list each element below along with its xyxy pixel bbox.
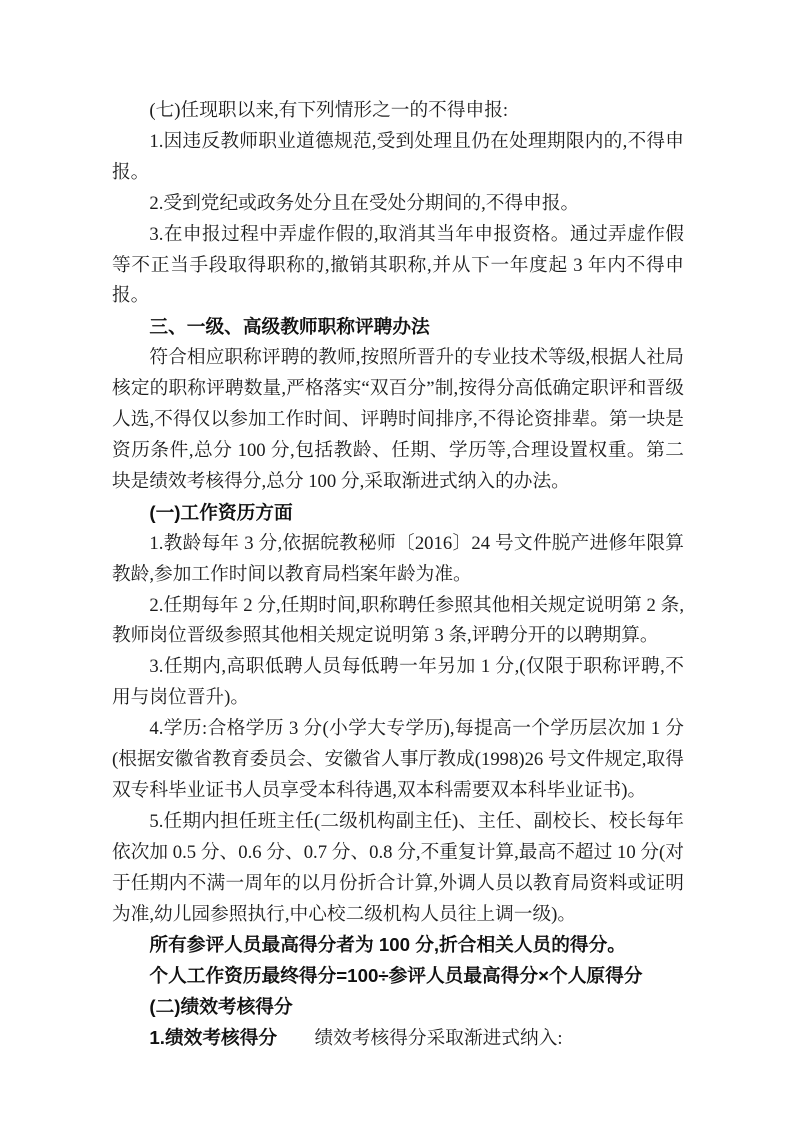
subsection-2-item-1 bbox=[112, 1023, 684, 1055]
text-run: 1.因违反教师职业道德规范,受到处理且仍在处理期限内的,不得申报。 bbox=[112, 130, 684, 183]
text-run: 2.任期每年 2 分,任期时间,职称聘任参照其他相关规定说明第 2 条,教师岗位晋级参照其他相关规定说明第 3 条,评聘分开的以聘期算。 bbox=[112, 594, 684, 647]
text-run: (七)任现职以来,有下列情形之一的不得申报: bbox=[149, 100, 509, 121]
text-run: 符合相应职称评聘的教师,按照所晋升的专业技术等级,根据人社局核定的职称评聘数量,严格落实“双百分”制,按得分高低确定职评和晋级人选,不得仅以参加工作时间、评聘时间排序,不得论资排辈。第一块是资历条件,总分 100 分,包括教龄、任期、学历等,合理设置权重。第二块是绩效考核得分,总分 100 分,采取渐进式纳入的办法。 bbox=[112, 347, 684, 492]
clause-7-intro bbox=[112, 96, 684, 127]
text-run: (二)绩效考核得分 bbox=[149, 996, 293, 1018]
text-run: 3.任期内,高职低聘人员每低聘一年另加 1 分,(仅限于职称评聘,不用与岗位晋升)。 bbox=[112, 656, 684, 709]
text-run: 绩效考核得分采取渐进式纳入: bbox=[277, 1028, 563, 1050]
section-3-heading bbox=[112, 312, 684, 343]
subsection-1-item-3 bbox=[112, 652, 684, 714]
text-run: 5.任期内担任班主任(二级机构副主任)、主任、副校长、校长每年依次加 0.5 分、0.6 分、0.7 分、0.8 分,不重复计算,最高不超过 10 分(对于任期内不满一周年的以月份折合计算,外调人员以教育局资料或证明为准,幼儿园参照执行,中心校二级机构人员往上调一级)。 bbox=[112, 810, 684, 925]
clause-7-item-3 bbox=[112, 220, 684, 313]
text-run: 2.受到党纪或政务处分且在受处分期间的,不得申报。 bbox=[149, 192, 580, 214]
clause-7-item-1 bbox=[112, 127, 684, 189]
text-run: 所有参评人员最高得分者为 100 分,折合相关人员的得分。 bbox=[149, 934, 626, 956]
text-run: 1.教龄每年 3 分,依据皖教秘师〔2016〕24 号文件脱产进修年限算教龄,参加工作时间以教育局档案年龄为准。 bbox=[112, 532, 684, 585]
clause-7-item-2 bbox=[112, 189, 684, 220]
subsection-1-item-1 bbox=[112, 529, 684, 591]
text-run: 1.绩效考核得分 bbox=[149, 1027, 278, 1049]
subsection-1-item-5 bbox=[112, 807, 684, 931]
text-run: 4.学历:合格学历 3 分(小学大专学历),每提高一个学历层次加 1 分(根据安徽省教育委员会、安徽省人事厅教成(1998)26 号文件规定,取得双专科毕业证书人员享受本科待遇,双本科需要双本科毕业证书)。 bbox=[112, 718, 684, 801]
text-run: (一)工作资历方面 bbox=[149, 501, 293, 523]
section-3-intro bbox=[112, 343, 684, 498]
score-formula bbox=[112, 961, 684, 992]
subsection-1-heading bbox=[112, 498, 684, 529]
text-run: 3.在申报过程中弄虚作假的,取消其当年申报资格。通过弄虚作假等不正当手段取得职称的,撤销其职称,并从下一年度起 3 年内不得申报。 bbox=[112, 223, 684, 307]
subsection-2-heading bbox=[112, 992, 684, 1023]
text-run: 个人工作资历最终得分=100÷参评人员最高得分×个人原得分 bbox=[149, 965, 643, 987]
text-run: 三、一级、高级教师职称评聘办法 bbox=[149, 316, 430, 338]
subsection-1-item-2 bbox=[112, 591, 684, 653]
document-body-text bbox=[112, 96, 684, 1055]
max-score-note bbox=[112, 930, 684, 961]
subsection-1-item-4 bbox=[112, 714, 684, 807]
